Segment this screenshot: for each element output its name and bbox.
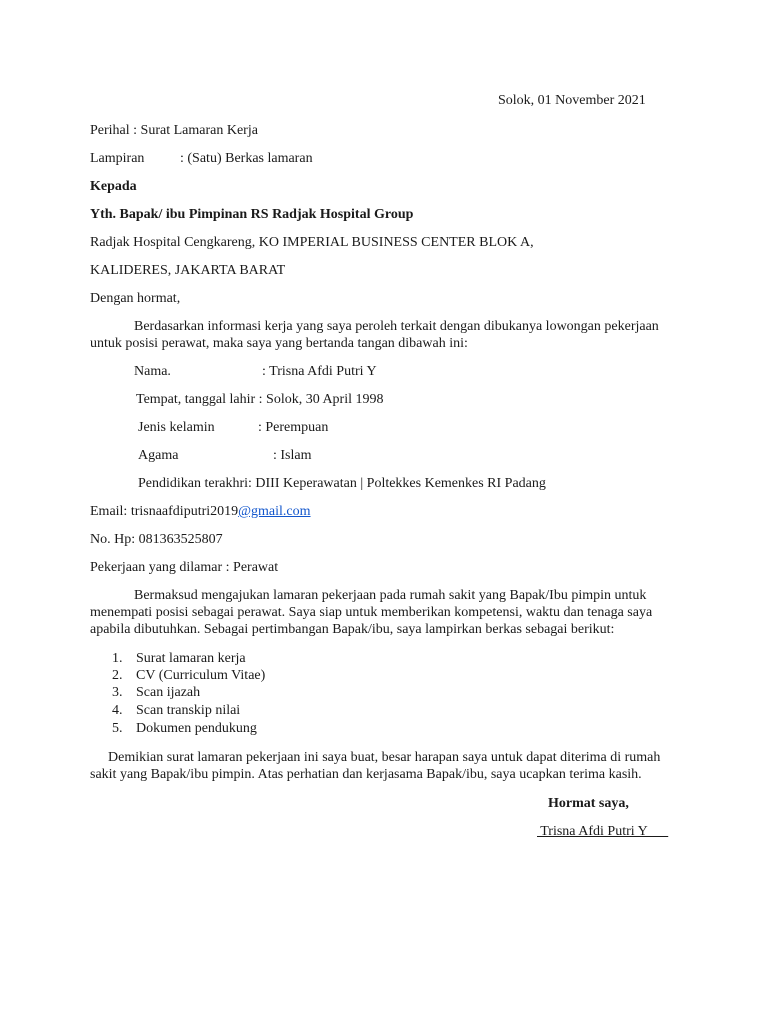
letter-date: Solok, 01 November 2021 [498,93,646,108]
profile-education: Pendidikan terakhri: DIII Keperawatan | Poltekkes Kemenkes RI Padang [138,476,546,491]
profile-name-label: Nama. [134,364,171,379]
profile-birth-label: Tempat, tanggal lahir [136,392,256,407]
recipient-heading: Kepada [90,179,137,194]
greeting: Dengan hormat, [90,291,181,306]
closing-line1: Demikian surat lamaran pekerjaan ini saya buat, besar harapan saya untuk dapat diterima di rumah [108,750,661,765]
body-line3: apabila dibutuhkan. Sebagai pertimbangan Bapak/ibu, saya lampirkan berkas sebagai berikut: [90,622,615,637]
list-item [112,650,246,667]
list-item-number: 2. [112,668,123,683]
signature-name: Trisna Afdi Putri Y [537,824,669,839]
body-line1: Bermaksud mengajukan lamaran pekerjaan pada rumah sakit yang Bapak/Ibu pimpin untuk [134,588,647,603]
phone-line: No. Hp: 081363525807 [90,532,223,547]
list-item [112,667,265,684]
profile-religion-label: Agama [138,448,179,463]
signoff: Hormat saya, [548,796,629,811]
attachment-label: Lampiran [90,151,145,166]
profile-name-value: : Trisna Afdi Putri Y [262,364,377,379]
list-item [112,720,257,737]
email-prefix: Email: trisnaafdiputri2019 [90,504,239,519]
profile-birth-row [136,391,384,408]
list-item-number: 5. [112,721,123,736]
recipient-name: Yth. Bapak/ ibu Pimpinan RS Radjak Hospital Group [90,207,414,222]
email-line [90,503,311,520]
subject-line: Perihal : Surat Lamaran Kerja [90,123,258,138]
profile-religion-value: : Islam [273,448,312,463]
closing-line2: sakit yang Bapak/ibu pimpin. Atas perhatian dan kerjasama Bapak/ibu, saya ucapkan terima kasih. [90,767,642,782]
profile-birth-value: : Solok, 30 April 1998 [258,392,384,407]
email-link[interactable]: @gmail.com [238,504,311,519]
recipient-address-line2: KALIDERES, JAKARTA BARAT [90,263,286,278]
profile-name-row [134,363,377,380]
profile-gender-row [138,419,328,436]
list-item-number: 3. [112,685,123,700]
list-item [112,702,240,719]
intro-line1: Berdasarkan informasi kerja yang saya peroleh terkait dengan dibukanya lowongan pekerjaan [134,319,659,334]
recipient-address-line1: Radjak Hospital Cengkareng, KO IMPERIAL BUSINESS CENTER BLOK A, [90,235,534,250]
profile-gender-label: Jenis kelamin [138,420,215,435]
profile-religion-row [138,447,312,464]
attachment-line [90,150,313,167]
list-item-text: Scan transkip nilai [136,703,241,718]
list-item-text: Scan ijazah [136,685,201,700]
list-item-text: CV (Curriculum Vitae) [136,668,266,683]
job-applied-line: Pekerjaan yang dilamar : Perawat [90,560,279,575]
list-item-number: 4. [112,703,123,718]
list-item-text: Dokumen pendukung [136,721,257,736]
attachment-value: : (Satu) Berkas lamaran [180,151,313,166]
list-item-number: 1. [112,651,123,666]
list-item [112,684,200,701]
list-item-text: Surat lamaran kerja [136,651,246,666]
intro-line2: untuk posisi perawat, maka saya yang bertanda tangan dibawah ini: [90,336,468,351]
body-line2: menempati posisi sebagai perawat. Saya siap untuk memberikan kompetensi, waktu dan tenaga saya [90,605,653,620]
profile-gender-value: : Perempuan [258,420,329,435]
